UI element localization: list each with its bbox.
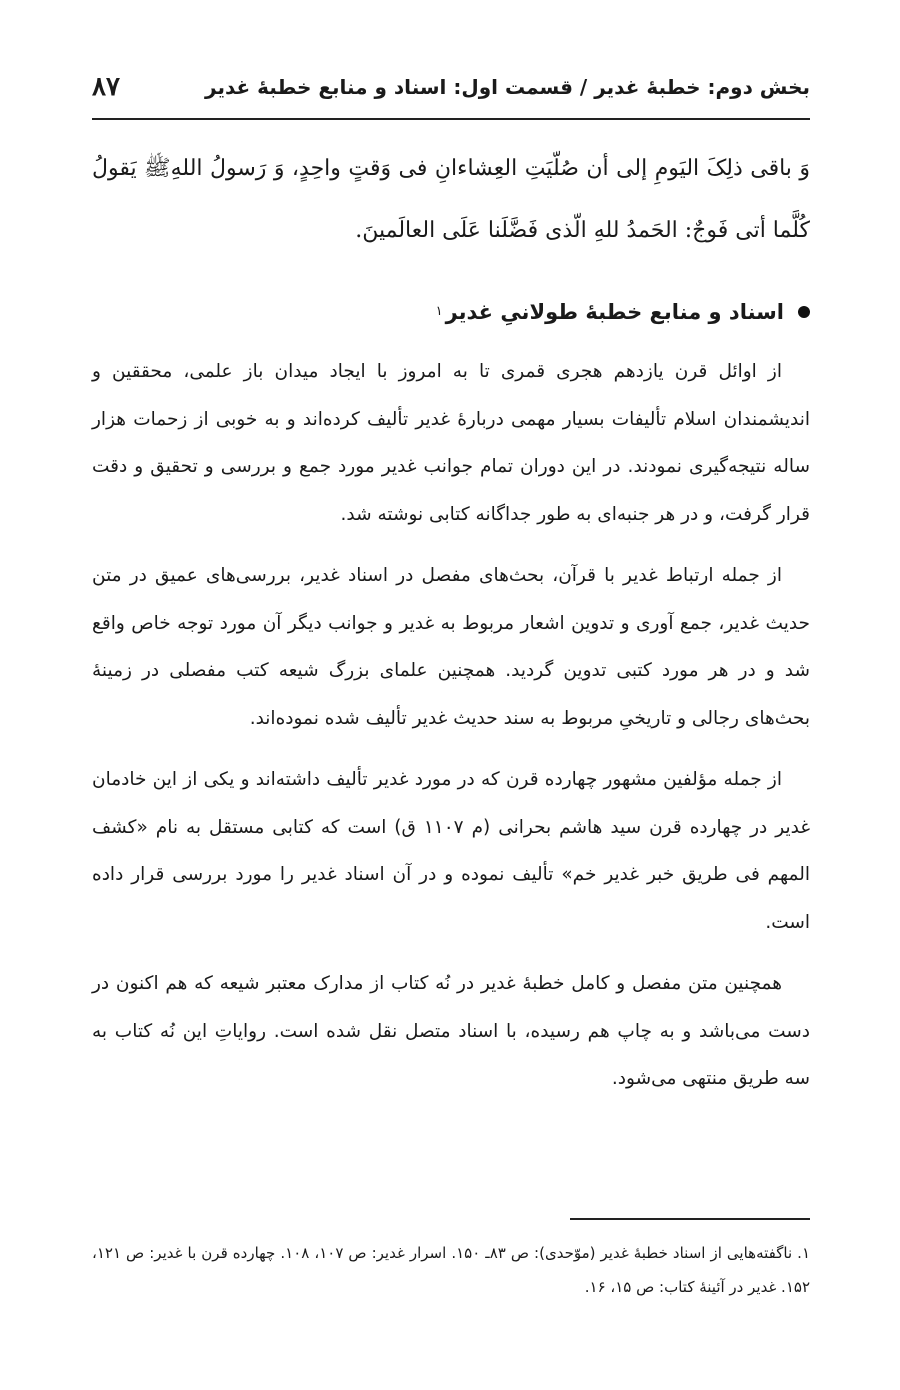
- section-heading: [92, 292, 810, 332]
- running-title: بخش دوم: خطبهٔ غدیر / قسمت اول: اسناد و منابع خطبهٔ غدیر: [205, 75, 810, 99]
- book-page: [92, 60, 810, 1360]
- paragraph: همچنین متن مفصل و کامل خطبهٔ غدیر در نُه کتاب از مدارک معتبر شیعه که هم اکنون در دست می‌باشد و به چاپ هم رسیده، با اسناد متصل نقل شده است. روایاتِ این نُه کتاب به سه طریق منتهی می‌شود.: [92, 973, 810, 1089]
- body-text: [92, 348, 810, 1117]
- footnote: ۱. ناگفته‌هایی از اسناد خطبهٔ غدیر (موّحدی): ص ۸۳ـ ۱۵۰. اسرار غدیر: ص ۱۰۷، ۱۰۸. چهارده قرن با غدیر: ص ۱۲۱، ۱۵۲. غدیر در آئینهٔ کتاب: ص ۱۵، ۱۶.: [92, 1244, 810, 1296]
- footnote-marker: ۱: [435, 304, 443, 319]
- arabic-verse: وَ باقی ذلِکَ الیَومِ إلی أن صُلّیَتِ العِشاءانِ فی وَقتٍ واحِدٍ، وَ رَسولُ اللهِﷺ یَقولُ کُلَّما أتی فَوجٌ: الحَمدُ للهِ الّذی فَضَّلَنا عَلَی العالَمینَ.: [92, 156, 810, 243]
- section-heading-text: اسناد و منابع خطبهٔ طولانیِ غدیر: [445, 300, 784, 324]
- footnote-rule: [570, 1218, 810, 1220]
- bullet-icon: [798, 306, 810, 318]
- paragraph: از اوائل قرن یازدهم هجری قمری تا به امروز با ایجاد میدان باز علمی، محققین و اندیشمندان اسلام تألیفات بسیار مهمی دربارهٔ غدیر تألیف کرده‌اند و به خوبی از زحمات هزار ساله نتیجه‌گیری نمودند. در این دوران تمام جوانب غدیر مورد جمع و بررسی و تحقیق و دقت قرار گرفت، و در هر جنبه‌ای به طور جداگانه کتابی نوشته شد.: [92, 361, 810, 525]
- paragraph: از جمله ارتباط غدیر با قرآن، بحث‌های مفصل در اسناد غدیر، بررسی‌های عمیق در متن حدیث غدیر، جمع آوری و تدوین اشعار مربوط به غدیر و جوانب دیگر آن مورد توجه خاص واقع شد و در هر مورد کتبی تدوین گردید. همچنین علمای بزرگ شیعه کتب مفصلی در زمینهٔ بحث‌های رجالی و تاریخیِ مربوط به سند حدیث غدیر تألیف شده نموده‌اند.: [92, 565, 810, 729]
- paragraph: از جمله مؤلفین مشهور چهارده قرن که در مورد غدیر تألیف داشته‌اند و یکی از این خادمان غدیر در چهارده قرن سید هاشم بحرانی (م ۱۱۰۷ ق) است که کتابی مستقل به نام «کشف المهم فی طریق خبر غدیر خم» تألیف نموده و در آن اسناد غدیر را مورد بررسی قرار داده است.: [92, 769, 810, 933]
- page-number: ۸۷: [92, 72, 120, 102]
- header-rule: [92, 118, 810, 120]
- page-header: [92, 60, 810, 114]
